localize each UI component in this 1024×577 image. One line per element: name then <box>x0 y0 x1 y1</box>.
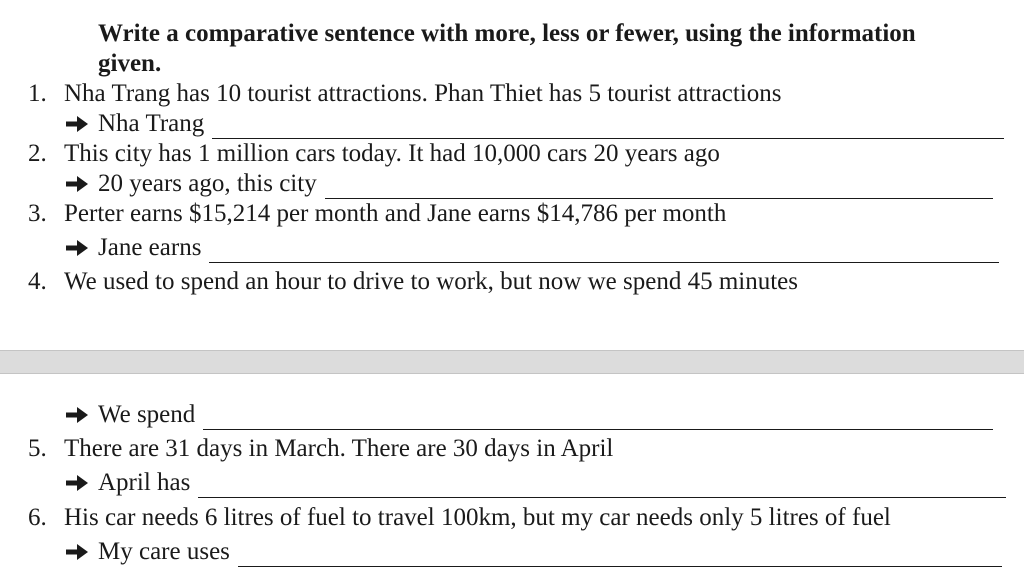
question-text: Perter earns $15,214 per month and Jane earns $14,786 per month <box>64 200 727 227</box>
arrow-right-icon <box>66 400 92 430</box>
answer-blank[interactable] <box>325 174 993 199</box>
answer-prompt: We spend <box>98 401 196 428</box>
question-number: 6. <box>28 504 47 531</box>
arrow-right-icon <box>66 468 92 498</box>
answer-blank[interactable] <box>203 405 993 430</box>
question-text: This city has 1 million cars today. It had 10,000 cars 20 years ago <box>64 140 720 167</box>
answer-line-2 <box>66 169 993 199</box>
arrow-right-icon <box>66 109 92 139</box>
answer-prompt: April has <box>98 469 191 496</box>
question-text: His car needs 6 litres of fuel to travel 100km, but my car needs only 5 litres of fuel <box>64 504 891 531</box>
answer-blank[interactable] <box>238 542 1002 567</box>
page-break <box>0 350 1024 374</box>
question-number: 1. <box>28 80 47 107</box>
question-number: 5. <box>28 435 47 462</box>
document-page-2 <box>0 374 1024 577</box>
question-text: There are 31 days in March. There are 30 days in April <box>64 435 614 462</box>
answer-line-3 <box>66 233 999 263</box>
answer-prompt: My care uses <box>98 538 230 565</box>
question-text: Nha Trang has 10 tourist attractions. Phan Thiet has 5 tourist attractions <box>64 80 782 107</box>
answer-blank[interactable] <box>212 114 1004 139</box>
question-number: 3. <box>28 200 47 227</box>
answer-line-6 <box>66 537 1002 567</box>
answer-line-5 <box>66 468 1006 498</box>
arrow-right-icon <box>66 537 92 567</box>
instructions-line-2: given. <box>98 50 162 77</box>
answer-prompt: Jane earns <box>98 234 202 261</box>
answer-line-4 <box>66 400 993 430</box>
question-number: 2. <box>28 140 47 167</box>
answer-blank[interactable] <box>209 238 999 263</box>
answer-line-1 <box>66 109 1004 139</box>
arrow-right-icon <box>66 233 92 263</box>
question-text: We used to spend an hour to drive to work, but now we spend 45 minutes <box>64 268 798 295</box>
answer-prompt: 20 years ago, this city <box>98 170 317 197</box>
answer-blank[interactable] <box>198 473 1006 498</box>
answer-prompt: Nha Trang <box>98 110 205 137</box>
arrow-right-icon <box>66 169 92 199</box>
question-number: 4. <box>28 268 47 295</box>
instructions-line-1: Write a comparative sentence with more, less or fewer, using the information <box>98 20 916 47</box>
